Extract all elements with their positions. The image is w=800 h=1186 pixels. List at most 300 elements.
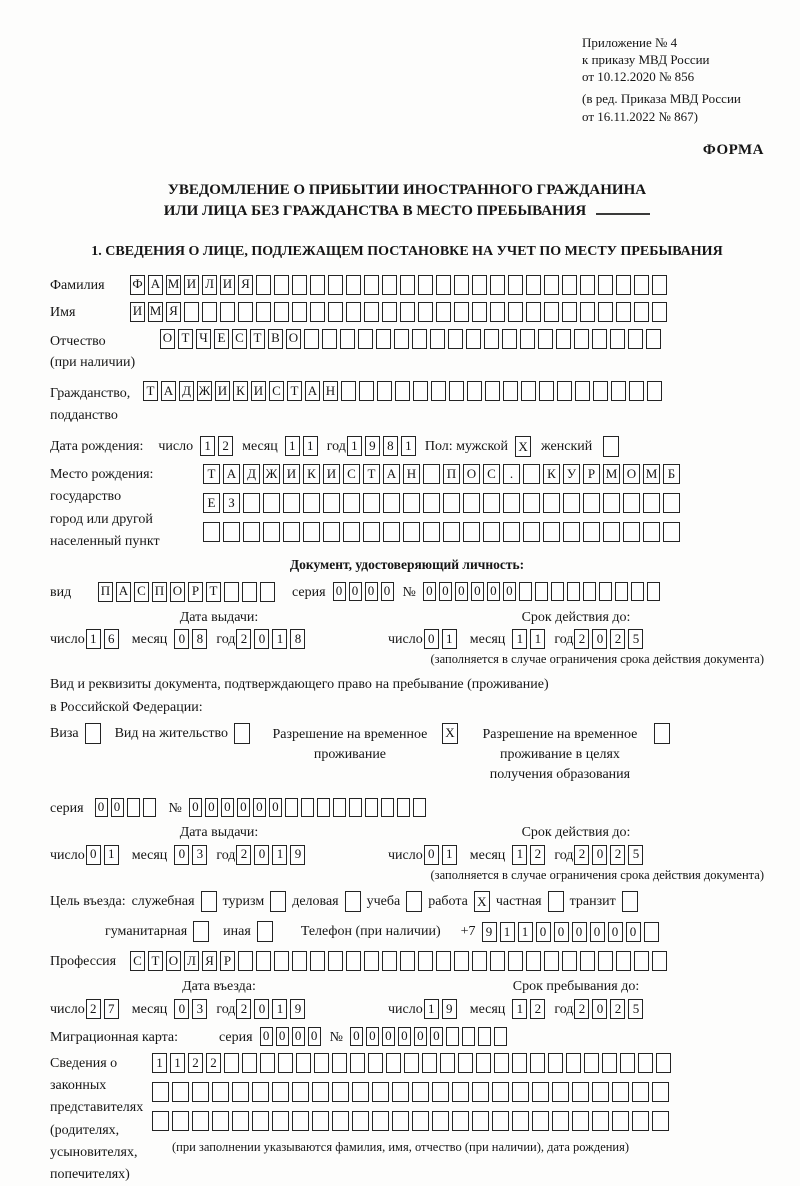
legal-reps-cell[interactable] xyxy=(652,1111,669,1131)
phone-cell[interactable]: 0 xyxy=(554,922,569,942)
profession-cell[interactable] xyxy=(310,951,325,971)
legal-reps-cell[interactable] xyxy=(314,1053,329,1073)
legal-reps-cell[interactable] xyxy=(312,1082,329,1102)
birth-place-cell[interactable] xyxy=(463,522,480,542)
patronymic-cell[interactable] xyxy=(556,329,571,349)
surname-cell[interactable] xyxy=(616,275,631,295)
legal-reps-cell[interactable] xyxy=(372,1111,389,1131)
profession-cell[interactable] xyxy=(454,951,469,971)
legal-reps-cell[interactable] xyxy=(432,1111,449,1131)
entry-year-cell[interactable]: 2 xyxy=(236,999,251,1019)
legal-reps-cell[interactable] xyxy=(192,1111,209,1131)
surname-cell[interactable]: А xyxy=(148,275,163,295)
legal-reps-cell[interactable] xyxy=(552,1082,569,1102)
residence-permit-checkbox[interactable] xyxy=(234,723,250,744)
migration-card-number-cell[interactable]: 0 xyxy=(350,1027,363,1046)
birth-place-cell[interactable]: А xyxy=(383,464,400,484)
surname-cell[interactable] xyxy=(454,275,469,295)
birth-month-cell[interactable]: 1 xyxy=(303,436,318,456)
patronymic-cell[interactable]: О xyxy=(286,329,301,349)
phone-cell[interactable]: 0 xyxy=(608,922,623,942)
residence-doc-number-cell[interactable] xyxy=(413,798,426,817)
surname-cell[interactable] xyxy=(436,275,451,295)
birth-place-cell[interactable] xyxy=(663,493,680,513)
birth-place-cell[interactable] xyxy=(343,493,360,513)
phone-cell[interactable]: 1 xyxy=(518,922,533,942)
surname-cell[interactable] xyxy=(310,275,325,295)
given-name-cell[interactable] xyxy=(310,302,325,322)
profession-cell[interactable] xyxy=(508,951,523,971)
purpose-tourism-checkbox[interactable] xyxy=(270,891,286,912)
birth-place-cell[interactable]: З xyxy=(223,493,240,513)
profession-cell[interactable]: О xyxy=(166,951,181,971)
birth-place-cell[interactable] xyxy=(583,493,600,513)
given-name-cell[interactable] xyxy=(634,302,649,322)
legal-reps-cell[interactable] xyxy=(472,1082,489,1102)
identity-doc-type-cell[interactable]: С xyxy=(134,582,149,602)
birth-place-cell[interactable] xyxy=(283,493,300,513)
stay-year-cell[interactable]: 0 xyxy=(592,999,607,1019)
legal-reps-cell[interactable] xyxy=(566,1053,581,1073)
identity-doc-number-cell[interactable] xyxy=(631,582,644,601)
birth-place-cell[interactable] xyxy=(283,522,300,542)
entry-month-cell[interactable]: 3 xyxy=(192,999,207,1019)
purpose-humanitarian-checkbox[interactable] xyxy=(193,921,209,942)
given-name-cell[interactable] xyxy=(616,302,631,322)
legal-reps-cell[interactable] xyxy=(260,1053,275,1073)
legal-reps-cell[interactable] xyxy=(602,1053,617,1073)
patronymic-cell[interactable] xyxy=(412,329,427,349)
legal-reps-cell[interactable] xyxy=(592,1111,609,1131)
birth-place-cell[interactable] xyxy=(643,522,660,542)
migration-card-series-cell[interactable]: 0 xyxy=(260,1027,273,1046)
birth-place-cell[interactable] xyxy=(583,522,600,542)
citizenship-cell[interactable] xyxy=(431,381,446,401)
identity-doc-type-cell[interactable]: О xyxy=(170,582,185,602)
citizenship-cell[interactable] xyxy=(521,381,536,401)
given-name-cell[interactable] xyxy=(472,302,487,322)
profession-cell[interactable] xyxy=(526,951,541,971)
birth-place-cell[interactable] xyxy=(443,493,460,513)
surname-cell[interactable]: Я xyxy=(238,275,253,295)
patronymic-cell[interactable] xyxy=(376,329,391,349)
residence-doc-number-cell[interactable]: 0 xyxy=(189,798,202,817)
citizenship-cell[interactable]: Д xyxy=(179,381,194,401)
migration-card-number-cell[interactable] xyxy=(478,1027,491,1046)
patronymic-cell[interactable]: В xyxy=(268,329,283,349)
legal-reps-cell[interactable] xyxy=(152,1111,169,1131)
legal-reps-cell[interactable] xyxy=(592,1082,609,1102)
surname-cell[interactable] xyxy=(346,275,361,295)
identity-doc-number-cell[interactable]: 0 xyxy=(503,582,516,601)
legal-reps-cell[interactable] xyxy=(632,1111,649,1131)
given-name-cell[interactable]: М xyxy=(148,302,163,322)
citizenship-cell[interactable]: И xyxy=(215,381,230,401)
patronymic-cell[interactable] xyxy=(304,329,319,349)
birth-place-cell[interactable] xyxy=(603,522,620,542)
migration-card-number-cell[interactable]: 0 xyxy=(382,1027,395,1046)
legal-reps-cell[interactable]: 1 xyxy=(152,1053,167,1073)
given-name-cell[interactable] xyxy=(580,302,595,322)
identity-issue-year-cell[interactable]: 2 xyxy=(236,629,251,649)
surname-cell[interactable] xyxy=(490,275,505,295)
residence-doc-number-cell[interactable]: 0 xyxy=(205,798,218,817)
profession-cell[interactable]: Л xyxy=(184,951,199,971)
profession-cell[interactable] xyxy=(580,951,595,971)
citizenship-cell[interactable]: И xyxy=(251,381,266,401)
identity-doc-number-cell[interactable]: 0 xyxy=(455,582,468,601)
birth-place-cell[interactable]: М xyxy=(603,464,620,484)
given-name-cell[interactable] xyxy=(346,302,361,322)
stay-year-cell[interactable]: 5 xyxy=(628,999,643,1019)
entry-day-cell[interactable]: 7 xyxy=(104,999,119,1019)
residence-issue-month-cell[interactable]: 3 xyxy=(192,845,207,865)
identity-valid-year-cell[interactable]: 0 xyxy=(592,629,607,649)
birth-place-cell[interactable]: С xyxy=(483,464,500,484)
legal-reps-cell[interactable] xyxy=(632,1082,649,1102)
legal-reps-cell[interactable] xyxy=(532,1082,549,1102)
legal-reps-cell[interactable] xyxy=(232,1082,249,1102)
citizenship-cell[interactable] xyxy=(575,381,590,401)
surname-cell[interactable] xyxy=(382,275,397,295)
legal-reps-cell[interactable] xyxy=(312,1111,329,1131)
citizenship-cell[interactable] xyxy=(467,381,482,401)
residence-doc-number-cell[interactable] xyxy=(349,798,362,817)
legal-reps-cell[interactable] xyxy=(252,1082,269,1102)
legal-reps-cell[interactable] xyxy=(192,1082,209,1102)
legal-reps-cell[interactable] xyxy=(404,1053,419,1073)
residence-doc-number-cell[interactable]: 0 xyxy=(253,798,266,817)
birth-place-cell[interactable]: И xyxy=(283,464,300,484)
identity-issue-month-cell[interactable]: 8 xyxy=(192,629,207,649)
patronymic-cell[interactable] xyxy=(502,329,517,349)
legal-reps-cell[interactable] xyxy=(422,1053,437,1073)
birth-place-cell[interactable] xyxy=(383,522,400,542)
patronymic-cell[interactable] xyxy=(592,329,607,349)
birth-place-cell[interactable]: А xyxy=(223,464,240,484)
identity-doc-number-cell[interactable] xyxy=(519,582,532,601)
purpose-study-checkbox[interactable] xyxy=(406,891,422,912)
birth-place-cell[interactable] xyxy=(663,522,680,542)
birth-place-cell[interactable]: . xyxy=(503,464,520,484)
profession-cell[interactable] xyxy=(436,951,451,971)
citizenship-cell[interactable] xyxy=(359,381,374,401)
phone-cell[interactable]: 9 xyxy=(482,922,497,942)
patronymic-cell[interactable] xyxy=(322,329,337,349)
residence-doc-number-cell[interactable]: 0 xyxy=(237,798,250,817)
legal-reps-cell[interactable] xyxy=(352,1111,369,1131)
given-name-cell[interactable] xyxy=(382,302,397,322)
given-name-cell[interactable] xyxy=(598,302,613,322)
citizenship-cell[interactable] xyxy=(449,381,464,401)
given-name-cell[interactable]: Я xyxy=(166,302,181,322)
profession-cell[interactable] xyxy=(634,951,649,971)
profession-cell[interactable] xyxy=(400,951,415,971)
citizenship-cell[interactable] xyxy=(377,381,392,401)
legal-reps-cell[interactable] xyxy=(412,1111,429,1131)
surname-cell[interactable] xyxy=(418,275,433,295)
identity-valid-month-cell[interactable]: 1 xyxy=(530,629,545,649)
citizenship-cell[interactable]: А xyxy=(161,381,176,401)
surname-cell[interactable] xyxy=(544,275,559,295)
legal-reps-cell[interactable] xyxy=(368,1053,383,1073)
identity-doc-number-cell[interactable] xyxy=(535,582,548,601)
phone-cell[interactable]: 0 xyxy=(590,922,605,942)
identity-doc-number-cell[interactable] xyxy=(615,582,628,601)
legal-reps-cell[interactable] xyxy=(292,1082,309,1102)
identity-doc-number-cell[interactable] xyxy=(647,582,660,601)
birth-place-cell[interactable] xyxy=(363,493,380,513)
surname-cell[interactable] xyxy=(562,275,577,295)
birth-place-cell[interactable] xyxy=(503,493,520,513)
identity-doc-number-cell[interactable] xyxy=(567,582,580,601)
migration-card-number-cell[interactable] xyxy=(494,1027,507,1046)
identity-doc-type-cell[interactable]: А xyxy=(116,582,131,602)
identity-valid-year-cell[interactable]: 2 xyxy=(610,629,625,649)
profession-cell[interactable]: С xyxy=(130,951,145,971)
birth-day-cell[interactable]: 1 xyxy=(200,436,215,456)
legal-reps-cell[interactable] xyxy=(172,1082,189,1102)
legal-reps-cell[interactable] xyxy=(584,1053,599,1073)
birth-place-cell[interactable] xyxy=(303,493,320,513)
birth-place-cell[interactable] xyxy=(443,522,460,542)
legal-reps-cell[interactable] xyxy=(212,1082,229,1102)
migration-card-series-cell[interactable]: 0 xyxy=(292,1027,305,1046)
citizenship-cell[interactable] xyxy=(485,381,500,401)
birth-place-cell[interactable]: К xyxy=(303,464,320,484)
legal-reps-cell[interactable] xyxy=(332,1111,349,1131)
given-name-cell[interactable] xyxy=(508,302,523,322)
legal-reps-cell[interactable] xyxy=(232,1111,249,1131)
identity-doc-number-cell[interactable] xyxy=(551,582,564,601)
patronymic-cell[interactable] xyxy=(646,329,661,349)
citizenship-cell[interactable] xyxy=(629,381,644,401)
legal-reps-cell[interactable] xyxy=(452,1082,469,1102)
legal-reps-cell[interactable] xyxy=(572,1082,589,1102)
legal-reps-cell[interactable] xyxy=(472,1111,489,1131)
residence-issue-year-cell[interactable]: 1 xyxy=(272,845,287,865)
birth-place-cell[interactable] xyxy=(223,522,240,542)
birth-year-cell[interactable]: 1 xyxy=(347,436,362,456)
citizenship-cell[interactable] xyxy=(611,381,626,401)
legal-reps-cell[interactable] xyxy=(352,1082,369,1102)
stay-day-cell[interactable]: 1 xyxy=(424,999,439,1019)
identity-doc-number-cell[interactable]: 0 xyxy=(439,582,452,601)
profession-cell[interactable]: Я xyxy=(202,951,217,971)
birth-place-cell[interactable] xyxy=(463,493,480,513)
identity-doc-type-cell[interactable]: Т xyxy=(206,582,221,602)
profession-cell[interactable]: Р xyxy=(220,951,235,971)
identity-valid-year-cell[interactable]: 5 xyxy=(628,629,643,649)
birth-place-cell[interactable]: Д xyxy=(243,464,260,484)
birth-year-cell[interactable]: 8 xyxy=(383,436,398,456)
identity-doc-series-cell[interactable]: 0 xyxy=(381,582,394,601)
purpose-other-checkbox[interactable] xyxy=(257,921,273,942)
profession-cell[interactable] xyxy=(346,951,361,971)
birth-place-cell[interactable]: О xyxy=(623,464,640,484)
birth-place-cell[interactable] xyxy=(523,493,540,513)
given-name-cell[interactable] xyxy=(436,302,451,322)
surname-cell[interactable] xyxy=(256,275,271,295)
identity-issue-month-cell[interactable]: 0 xyxy=(174,629,189,649)
legal-reps-cell[interactable] xyxy=(452,1111,469,1131)
profession-cell[interactable] xyxy=(418,951,433,971)
legal-reps-cell[interactable]: 2 xyxy=(188,1053,203,1073)
entry-day-cell[interactable]: 2 xyxy=(86,999,101,1019)
legal-reps-cell[interactable] xyxy=(332,1082,349,1102)
patronymic-cell[interactable]: С xyxy=(232,329,247,349)
birth-place-cell[interactable] xyxy=(643,493,660,513)
legal-reps-cell[interactable] xyxy=(532,1111,549,1131)
phone-cell[interactable]: 0 xyxy=(536,922,551,942)
residence-valid-day-cell[interactable]: 1 xyxy=(442,845,457,865)
legal-reps-cell[interactable] xyxy=(272,1111,289,1131)
surname-cell[interactable] xyxy=(508,275,523,295)
birth-place-cell[interactable] xyxy=(383,493,400,513)
legal-reps-cell[interactable] xyxy=(638,1053,653,1073)
birth-place-cell[interactable] xyxy=(323,493,340,513)
birth-place-cell[interactable] xyxy=(423,464,440,484)
legal-reps-cell[interactable]: 1 xyxy=(170,1053,185,1073)
legal-reps-cell[interactable] xyxy=(548,1053,563,1073)
legal-reps-cell[interactable] xyxy=(252,1111,269,1131)
given-name-cell[interactable] xyxy=(202,302,217,322)
patronymic-cell[interactable] xyxy=(340,329,355,349)
legal-reps-cell[interactable] xyxy=(512,1053,527,1073)
birth-place-cell[interactable]: Т xyxy=(363,464,380,484)
birth-place-cell[interactable]: П xyxy=(443,464,460,484)
identity-valid-month-cell[interactable]: 1 xyxy=(512,629,527,649)
citizenship-cell[interactable]: А xyxy=(305,381,320,401)
migration-card-number-cell[interactable]: 0 xyxy=(430,1027,443,1046)
birth-year-cell[interactable]: 1 xyxy=(401,436,416,456)
legal-reps-cell[interactable] xyxy=(458,1053,473,1073)
citizenship-cell[interactable] xyxy=(593,381,608,401)
residence-doc-series-cell[interactable] xyxy=(143,798,156,817)
phone-cell[interactable]: 0 xyxy=(572,922,587,942)
patronymic-cell[interactable] xyxy=(538,329,553,349)
profession-cell[interactable] xyxy=(598,951,613,971)
birth-place-cell[interactable]: Б xyxy=(663,464,680,484)
birth-place-cell[interactable]: Т xyxy=(203,464,220,484)
patronymic-cell[interactable] xyxy=(520,329,535,349)
residence-issue-day-cell[interactable]: 1 xyxy=(104,845,119,865)
profession-cell[interactable]: Т xyxy=(148,951,163,971)
residence-doc-number-cell[interactable]: 0 xyxy=(221,798,234,817)
patronymic-cell[interactable] xyxy=(610,329,625,349)
birth-place-cell[interactable] xyxy=(343,522,360,542)
given-name-cell[interactable] xyxy=(526,302,541,322)
identity-doc-series-cell[interactable]: 0 xyxy=(333,582,346,601)
profession-cell[interactable] xyxy=(274,951,289,971)
legal-reps-cell[interactable] xyxy=(476,1053,491,1073)
phone-cell[interactable]: 1 xyxy=(500,922,515,942)
citizenship-cell[interactable] xyxy=(557,381,572,401)
birth-place-cell[interactable] xyxy=(303,522,320,542)
residence-valid-year-cell[interactable]: 2 xyxy=(610,845,625,865)
surname-cell[interactable] xyxy=(634,275,649,295)
profession-cell[interactable] xyxy=(616,951,631,971)
patronymic-cell[interactable] xyxy=(628,329,643,349)
identity-issue-year-cell[interactable]: 0 xyxy=(254,629,269,649)
birth-place-cell[interactable] xyxy=(403,522,420,542)
birth-month-cell[interactable]: 1 xyxy=(285,436,300,456)
birth-place-cell[interactable] xyxy=(623,493,640,513)
surname-cell[interactable] xyxy=(472,275,487,295)
legal-reps-cell[interactable] xyxy=(656,1053,671,1073)
given-name-cell[interactable] xyxy=(220,302,235,322)
profession-cell[interactable] xyxy=(544,951,559,971)
identity-doc-type-cell[interactable]: П xyxy=(98,582,113,602)
profession-cell[interactable] xyxy=(238,951,253,971)
patronymic-cell[interactable]: Е xyxy=(214,329,229,349)
legal-reps-cell[interactable] xyxy=(350,1053,365,1073)
citizenship-cell[interactable] xyxy=(647,381,662,401)
birth-place-cell[interactable]: К xyxy=(543,464,560,484)
legal-reps-cell[interactable] xyxy=(212,1111,229,1131)
legal-reps-cell[interactable] xyxy=(652,1082,669,1102)
migration-card-number-cell[interactable]: 0 xyxy=(366,1027,379,1046)
birth-place-cell[interactable] xyxy=(483,522,500,542)
birth-place-cell[interactable]: Е xyxy=(203,493,220,513)
residence-doc-number-cell[interactable] xyxy=(333,798,346,817)
identity-doc-type-cell[interactable]: П xyxy=(152,582,167,602)
profession-cell[interactable] xyxy=(490,951,505,971)
patronymic-cell[interactable]: Т xyxy=(178,329,193,349)
birth-place-cell[interactable] xyxy=(563,522,580,542)
patronymic-cell[interactable]: О xyxy=(160,329,175,349)
given-name-cell[interactable] xyxy=(490,302,505,322)
stay-year-cell[interactable]: 2 xyxy=(574,999,589,1019)
surname-cell[interactable]: Ф xyxy=(130,275,145,295)
residence-doc-number-cell[interactable] xyxy=(397,798,410,817)
legal-reps-cell[interactable] xyxy=(552,1111,569,1131)
profession-cell[interactable] xyxy=(562,951,577,971)
migration-card-number-cell[interactable]: 0 xyxy=(414,1027,427,1046)
citizenship-cell[interactable]: С xyxy=(269,381,284,401)
legal-reps-cell[interactable] xyxy=(492,1082,509,1102)
profession-cell[interactable] xyxy=(364,951,379,971)
identity-doc-number-cell[interactable] xyxy=(583,582,596,601)
birth-place-cell[interactable] xyxy=(483,493,500,513)
purpose-transit-checkbox[interactable] xyxy=(622,891,638,912)
entry-year-cell[interactable]: 1 xyxy=(272,999,287,1019)
birth-place-cell[interactable]: О xyxy=(463,464,480,484)
given-name-cell[interactable] xyxy=(292,302,307,322)
given-name-cell[interactable] xyxy=(238,302,253,322)
given-name-cell[interactable]: И xyxy=(130,302,145,322)
residence-doc-number-cell[interactable] xyxy=(301,798,314,817)
surname-cell[interactable] xyxy=(328,275,343,295)
entry-month-cell[interactable]: 0 xyxy=(174,999,189,1019)
identity-doc-type-cell[interactable]: Р xyxy=(188,582,203,602)
legal-reps-cell[interactable] xyxy=(242,1053,257,1073)
birth-place-cell[interactable]: Ж xyxy=(263,464,280,484)
citizenship-cell[interactable] xyxy=(503,381,518,401)
identity-doc-type-cell[interactable] xyxy=(224,582,239,602)
migration-card-number-cell[interactable] xyxy=(462,1027,475,1046)
entry-year-cell[interactable]: 9 xyxy=(290,999,305,1019)
citizenship-cell[interactable]: Ж xyxy=(197,381,212,401)
given-name-cell[interactable] xyxy=(418,302,433,322)
phone-cell[interactable] xyxy=(644,922,659,942)
birth-place-cell[interactable] xyxy=(263,493,280,513)
identity-valid-day-cell[interactable]: 0 xyxy=(424,629,439,649)
profession-cell[interactable] xyxy=(256,951,271,971)
given-name-cell[interactable] xyxy=(652,302,667,322)
visa-checkbox[interactable] xyxy=(85,723,101,744)
stay-year-cell[interactable]: 2 xyxy=(610,999,625,1019)
